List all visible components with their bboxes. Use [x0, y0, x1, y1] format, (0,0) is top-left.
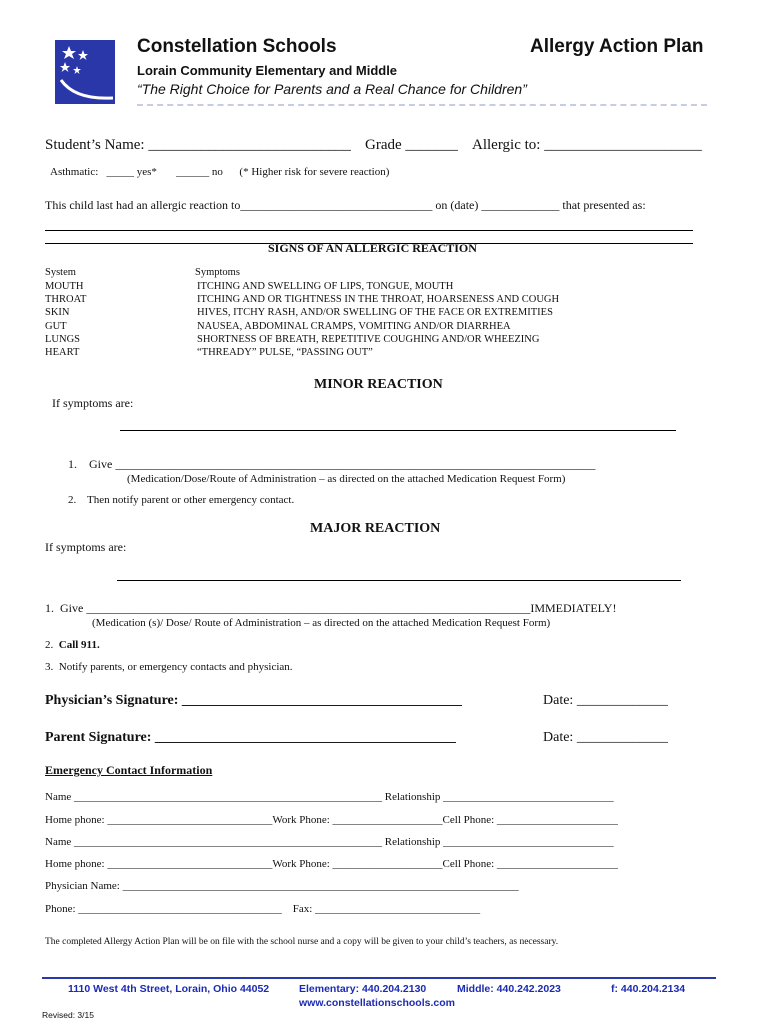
minor-reaction-heading: MINOR REACTION: [314, 377, 443, 392]
major-reaction-heading: MAJOR REACTION: [310, 521, 441, 536]
footer-fax: f: 440.204.2134: [611, 983, 686, 995]
footer-elementary-phone: Elementary: 440.204.2130: [299, 983, 427, 995]
parent-date-field[interactable]: Date: _____________: [543, 730, 668, 745]
major-give-field[interactable]: 1. Give __________________________________________________________________________IMMEDIATELY!: [45, 601, 617, 615]
system-skin: SKIN: [45, 307, 70, 318]
contact1-phone-field[interactable]: Home phone: ______________________________Work Phone: ____________________Cell Phone: ______________________: [45, 814, 618, 826]
footer-address: 1110 West 4th Street, Lorain, Ohio 44052: [68, 983, 270, 995]
symptom-throat: ITCHING AND OR TIGHTNESS IN THE THROAT, HOARSENESS AND COUGH: [197, 294, 560, 305]
symptom-mouth: ITCHING AND SWELLING OF LIPS, TONGUE, MOUTH: [197, 281, 454, 292]
contact2-name-field[interactable]: Name ________________________________________________________ Relationship _______________________________: [45, 836, 614, 848]
call-911-text: Call 911.: [58, 639, 100, 651]
file-note: The completed Allergy Action Plan will be on file with the school nurse and a copy will be given to your child’s teachers, as necessary.: [45, 937, 559, 947]
major-if-symptoms: If symptoms are:: [45, 540, 127, 554]
school-tagline: “The Right Choice for Parents and a Real Chance for Children”: [137, 81, 527, 97]
revised-date: Revised: 3/15: [42, 1010, 94, 1020]
major-symptoms-line[interactable]: [117, 580, 681, 581]
footer-divider: [42, 977, 716, 979]
major-give-note: (Medication (s)/ Dose/ Route of Administration – as directed on the attached Medication Request Form): [92, 617, 551, 629]
school-name: Constellation Schools: [137, 36, 337, 57]
emergency-heading: Emergency Contact Information: [45, 763, 213, 777]
symptom-skin: HIVES, ITCHY RASH, AND/OR SWELLING OF THE FACE OR EXTREMITIES: [197, 307, 553, 318]
symptoms-header: Symptoms: [195, 267, 240, 278]
physician-date-field[interactable]: Date: _____________: [543, 693, 668, 708]
system-mouth: MOUTH: [45, 281, 84, 292]
parent-signature-field[interactable]: Parent Signature: ___________________________________________: [45, 730, 456, 745]
minor-step-notify: 2. Then notify parent or other emergency contact.: [68, 494, 295, 506]
document-title: Allergy Action Plan: [530, 36, 704, 57]
system-heart: HEART: [45, 347, 80, 358]
footer-website[interactable]: www.constellationschools.com: [299, 997, 455, 1009]
footer-middle-phone: Middle: 440.242.2023: [457, 983, 561, 995]
symptom-gut: NAUSEA, ABDOMINAL CRAMPS, VOMITING AND/OR DIARRHEA: [197, 321, 511, 332]
physician-phone-fax-field[interactable]: Phone: _____________________________________ Fax: ______________________________: [45, 903, 481, 915]
constellation-logo-icon: [55, 40, 115, 104]
school-logo: [55, 40, 115, 104]
contact1-name-field[interactable]: Name ________________________________________________________ Relationship _______________________________: [45, 791, 614, 803]
major-step-call: [45, 639, 100, 651]
grade-field[interactable]: Grade _______: [365, 137, 458, 153]
physician-name-field[interactable]: Physician Name: ________________________________________________________________________: [45, 880, 519, 892]
school-subtitle: Lorain Community Elementary and Middle: [137, 63, 398, 78]
minor-give-note: (Medication/Dose/Route of Administration – as directed on the attached Medication Request Form): [127, 473, 566, 485]
last-reaction-field[interactable]: This child last had an allergic reaction to________________________________ on (date) _____________ that presented as:: [45, 198, 646, 212]
symptom-heart: “THREADY” PULSE, “PASSING OUT”: [197, 347, 373, 358]
system-throat: THROAT: [45, 294, 87, 305]
system-lungs: LUNGS: [45, 334, 81, 345]
answer-line-1[interactable]: [45, 230, 693, 231]
signs-heading: SIGNS OF AN ALLERGIC REACTION: [268, 241, 477, 255]
system-gut: GUT: [45, 321, 67, 332]
symptom-lungs: SHORTNESS OF BREATH, REPETITIVE COUGHING AND/OR WHEEZING: [197, 334, 540, 345]
minor-if-symptoms: If symptoms are:: [52, 396, 134, 410]
minor-symptoms-line[interactable]: [120, 430, 676, 431]
major-step-notify: 3. Notify parents, or emergency contacts and physician.: [45, 661, 293, 673]
system-header: System: [45, 267, 76, 278]
minor-give-field[interactable]: 1. Give ________________________________________________________________________________: [68, 457, 596, 471]
student-name-field[interactable]: Student’s Name: ___________________________: [45, 137, 351, 153]
asthmatic-row[interactable]: Asthmatic: _____ yes* ______ no (* Higher risk for severe reaction): [50, 166, 390, 178]
allergic-to-field[interactable]: Allergic to: _____________________: [472, 137, 702, 153]
step-number: 2.: [45, 639, 59, 651]
physician-signature-field[interactable]: Physician’s Signature: ________________________________________: [45, 693, 462, 708]
contact2-phone-field[interactable]: Home phone: ______________________________Work Phone: ____________________Cell Phone: ______________________: [45, 858, 618, 870]
header-divider: [137, 104, 707, 106]
